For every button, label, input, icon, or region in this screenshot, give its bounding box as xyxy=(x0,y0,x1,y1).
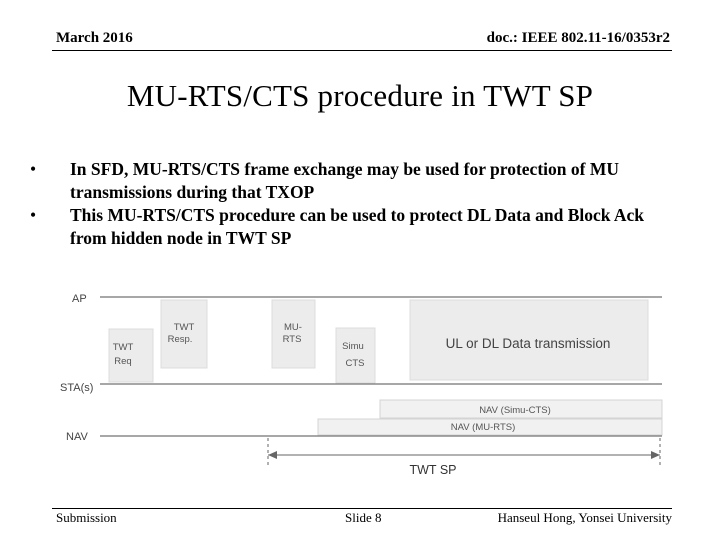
nav-mu-rts-label: NAV (MU-RTS) xyxy=(450,422,516,433)
simu-cts-label-line2: CTS xyxy=(345,358,365,369)
simu-cts-label-line1: Simu xyxy=(342,341,364,352)
footer-submission: Submission xyxy=(56,510,117,525)
mu-rts-label-line1: MU- xyxy=(284,322,302,333)
bullet-text: In SFD, MU-RTS/CTS frame exchange may be used for protection of MU transmissions during that TXOP xyxy=(70,159,619,202)
header-date: March 2016 xyxy=(56,30,133,46)
header-doc-id: doc.: IEEE 802.11-16/0353r2 xyxy=(486,30,670,46)
twt-req-label-line1: TWT xyxy=(112,342,134,353)
bullet-marker: • xyxy=(30,205,37,225)
mu-rts-label-line2: RTS xyxy=(282,334,302,345)
footer-divider xyxy=(52,508,672,509)
twt-req-label-line2: Req xyxy=(114,356,132,367)
footer-author: Hanseul Hong, Yonsei University xyxy=(497,510,672,525)
slide-title: MU-RTS/CTS procedure in TWT SP xyxy=(126,78,594,113)
bullet-text: This MU-RTS/CTS procedure can be used to protect DL Data and Block Ack from hidden node in TWT SP xyxy=(70,205,645,248)
simu-cts-frame xyxy=(336,328,375,383)
twt-sp-arrow-right xyxy=(651,451,660,459)
twt-sp-label: TWT SP xyxy=(409,463,457,477)
ap-row-label: AP xyxy=(72,293,87,305)
footer-slide-number: Slide 8 xyxy=(345,510,382,525)
sta-row-label: STA(s) xyxy=(60,382,94,394)
nav-simu-cts-label: NAV (Simu-CTS) xyxy=(479,405,551,416)
twt-resp-label-line2: Resp. xyxy=(167,334,193,345)
bullet-marker: • xyxy=(30,159,37,179)
twt-sp-arrow-left xyxy=(268,451,277,459)
data-transmission-label: UL or DL Data transmission xyxy=(445,336,611,351)
twt-resp-label-line1: TWT xyxy=(173,322,195,333)
nav-row-label: NAV xyxy=(66,431,88,443)
